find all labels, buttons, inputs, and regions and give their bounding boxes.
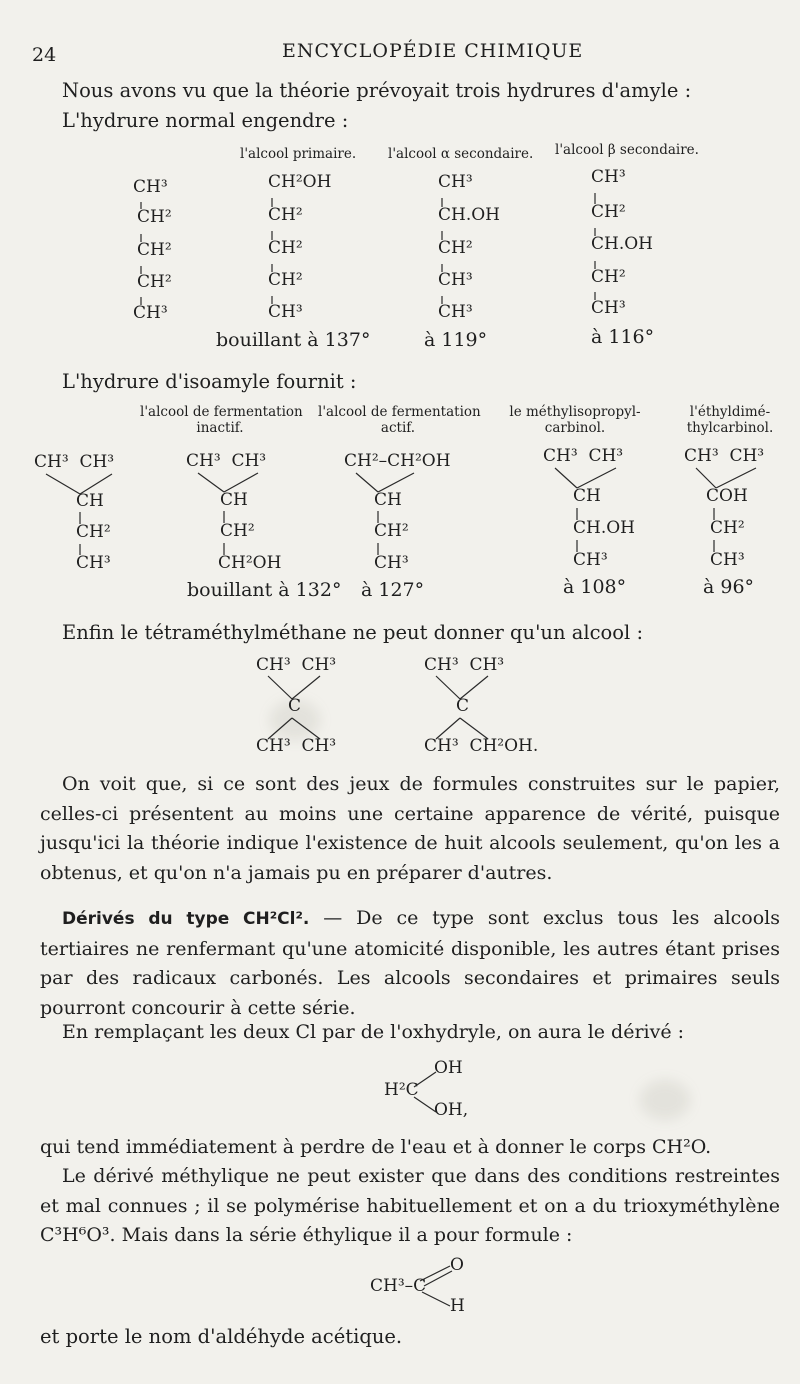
formula-top: CH³ CH³ xyxy=(34,452,115,472)
caption-line: thylcarbinol. xyxy=(686,420,774,436)
formula-atom: OH, xyxy=(434,1100,469,1120)
caption-line: l'alcool de fermentation xyxy=(318,404,481,420)
caption-line: actif. xyxy=(380,420,416,436)
caption-line: inactif. xyxy=(196,420,244,436)
formula-top: CH³ CH³ xyxy=(424,655,505,675)
formula-atom: CH³ xyxy=(438,270,473,290)
formula-atom: CH³ xyxy=(133,303,168,323)
formula-atom: CH xyxy=(374,490,402,510)
closing-line: et porte le nom d'aldéhyde acétique. xyxy=(40,1325,403,1348)
formula-atom: OH xyxy=(434,1058,463,1078)
formula-atom: CH² xyxy=(268,270,303,290)
formula-atom: CH³ xyxy=(438,302,473,322)
caption-methylisopropylcarbinol xyxy=(500,404,650,436)
paper-stain xyxy=(640,1080,690,1120)
paragraph-text: qui tend immédiatement à perdre de l'eau et à donner le corps CH²O. xyxy=(40,1136,712,1158)
paragraph-text: Le dérivé méthylique ne peut exister que dans des conditions restreintes et mal connues ; il se polymérise habituellement et on a du trioxyméthylène C³H⁶O³. Mais dans la série éthylique il a pour formule : xyxy=(40,1165,780,1246)
formula-atom: CH.OH xyxy=(591,234,653,254)
formula-atom: CH² xyxy=(137,272,172,292)
formula-atom: CH² xyxy=(591,202,626,222)
caption-line: l'alcool de fermentation xyxy=(140,404,303,420)
caption-line: l'éthyldimé- xyxy=(689,404,771,420)
formula-atom: CH³ xyxy=(438,172,473,192)
formula-atom: CH³ xyxy=(76,553,111,573)
caption-primary-alcohol: l'alcool primaire. xyxy=(240,146,357,162)
paragraph-2 xyxy=(40,904,780,1023)
boiling-point: bouillant à 132° xyxy=(187,579,342,601)
intro-line-1: Nous avons vu que la théorie prévoyait trois hydrures d'amyle : xyxy=(62,79,692,102)
formula-atom: CH² xyxy=(374,521,409,541)
formula-atom: CH² xyxy=(137,207,172,227)
formula-atom: CH³ xyxy=(710,550,745,570)
formula-atom: CH³ xyxy=(591,167,626,187)
paragraph-text: On voit que, si ce sont des jeux de formules construites sur le papier, celles-ci présentent au moins une certaine apparence de vérité, puisque jusqu'ici la théorie indique l'existence de huit alcools seulement, qu'on les a obtenus, et qu'on n'a jamais pu en préparer d'autres. xyxy=(40,773,780,884)
formula-atom: CH³ xyxy=(268,302,303,322)
page-number: 24 xyxy=(32,44,57,66)
iso-intro: L'hydrure d'isoamyle fournit : xyxy=(62,370,357,393)
caption-fermentation-inactive xyxy=(140,404,303,436)
formula-atom: CH³ xyxy=(573,550,608,570)
formula-atom: CH²OH xyxy=(218,553,282,573)
formula-atom: CH xyxy=(220,490,248,510)
formula-atom: CH²OH xyxy=(268,172,332,192)
formula-atom: CH³ xyxy=(374,553,409,573)
paragraph-text: En remplaçant les deux Cl par de l'oxhydryle, on aura le dérivé : xyxy=(62,1021,685,1043)
boiling-point: à 119° xyxy=(424,329,488,351)
paragraph-3 xyxy=(40,1018,780,1048)
paragraph-text: — De ce type sont exclus tous les alcools tertiaires ne renfermant qu'une atomicité disponible, les autres étant prises par des radicaux carbonés. Les alcools secondaires et primaires seuls pourront concourir à cette série. xyxy=(40,907,781,1019)
formula-atom: O xyxy=(450,1255,464,1275)
formula-atom: CH³ xyxy=(591,298,626,318)
formula-atom: CH³ xyxy=(133,177,168,197)
formula-atom: CH² xyxy=(76,522,111,542)
boiling-point: à 127° xyxy=(361,579,425,601)
formula-bottom: CH³ CH²OH. xyxy=(424,736,539,756)
formula-atom: CH² xyxy=(438,238,473,258)
boiling-point: bouillant à 137° xyxy=(216,329,371,351)
formula-atom: C xyxy=(456,696,470,716)
paragraph-4 xyxy=(40,1133,780,1163)
caption-line: le méthylisopropyl- xyxy=(509,404,641,420)
formula-atom: H xyxy=(450,1296,465,1316)
section-heading: Dérivés du type CH²Cl². xyxy=(62,909,310,929)
caption-beta-secondary: l'alcool β secondaire. xyxy=(555,142,699,158)
paragraph-5 xyxy=(40,1162,780,1251)
formula-atom: H²C xyxy=(384,1080,419,1100)
caption-fermentation-active xyxy=(318,404,481,436)
formula-atom: CH xyxy=(573,486,601,506)
caption-line: carbinol. xyxy=(544,420,606,436)
formula-atom: COH xyxy=(706,486,748,506)
formula-atom: C xyxy=(288,696,302,716)
caption-ethyldimethylcarbinol xyxy=(680,404,780,436)
formula-bottom: CH³ CH³ xyxy=(256,736,337,756)
formula-atom: CH² xyxy=(220,521,255,541)
formula-top: CH²–CH²OH xyxy=(344,451,451,471)
intro-line-2: L'hydrure normal engendre : xyxy=(62,109,349,132)
formula-top: CH³ CH³ xyxy=(684,446,765,466)
formula-top: CH³ CH³ xyxy=(256,655,337,675)
boiling-point: à 96° xyxy=(703,576,755,598)
formula-atom: CH² xyxy=(268,238,303,258)
formula-atom: CH³–C xyxy=(370,1276,427,1296)
formula-atom: CH.OH xyxy=(438,205,500,225)
caption-alpha-secondary: l'alcool α secondaire. xyxy=(388,146,534,162)
boiling-point: à 116° xyxy=(591,326,655,348)
formula-atom: CH.OH xyxy=(573,518,635,538)
formula-top: CH³ CH³ xyxy=(186,451,267,471)
formula-atom: CH² xyxy=(710,518,745,538)
formula-atom: CH² xyxy=(268,205,303,225)
formula-atom: CH² xyxy=(591,267,626,287)
tetra-intro: Enfin le tétraméthylméthane ne peut donner qu'un alcool : xyxy=(62,621,644,644)
boiling-point: à 108° xyxy=(563,576,627,598)
formula-top: CH³ CH³ xyxy=(543,446,624,466)
formula-atom: CH xyxy=(76,491,104,511)
running-title: ENCYCLOPÉDIE CHIMIQUE xyxy=(282,40,584,62)
formula-atom: CH² xyxy=(137,240,172,260)
paragraph-1 xyxy=(40,770,780,888)
